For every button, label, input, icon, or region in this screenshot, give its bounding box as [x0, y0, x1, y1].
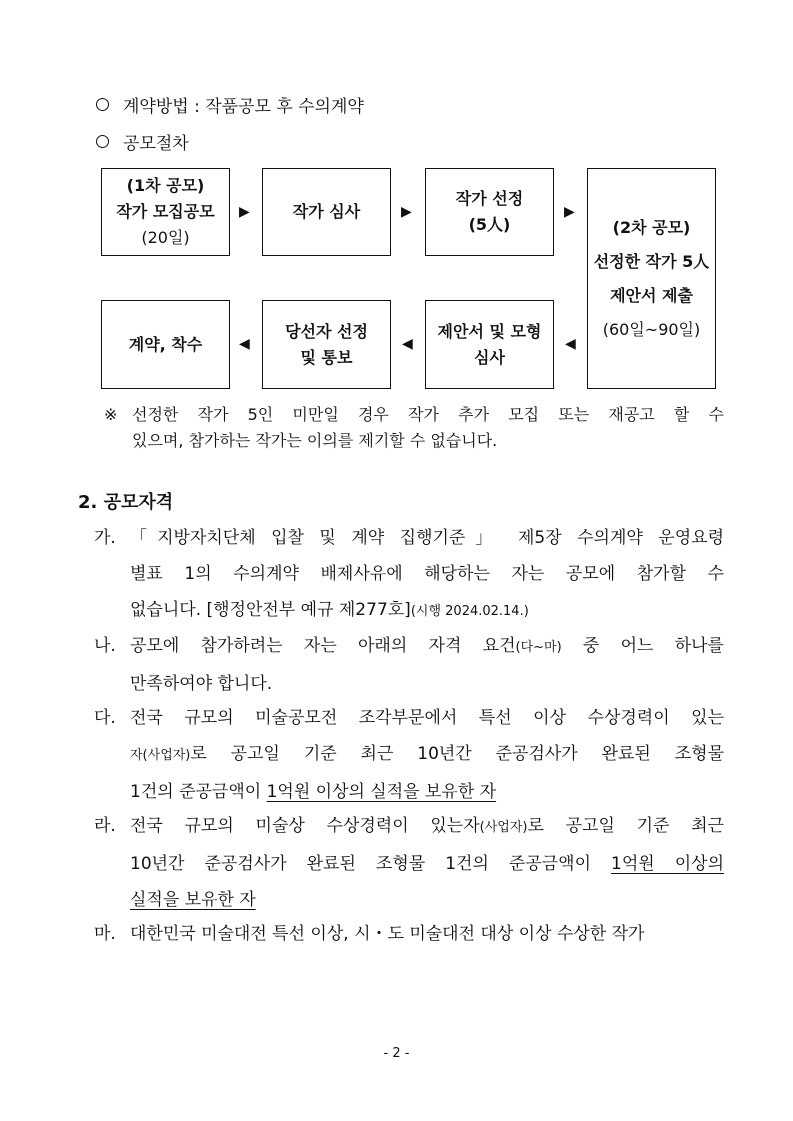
- left-arrow-icon: ◀: [402, 336, 413, 352]
- procedure-title-line: 공모절차: [96, 129, 189, 154]
- flow-box-winner-notice: 당선자 선정 및 통보: [262, 300, 391, 389]
- flow-box-first-recruitment: (1차 공모) 작가 모집공모 (20일): [101, 168, 230, 256]
- right-arrow-icon: ▶: [401, 204, 412, 220]
- hollow-circle-bullet-icon: [96, 135, 109, 148]
- procedure-note: ※ 선정한 작가 5인 미만일 경우 작가 추가 모집 또는 재공고 할 수 있으며, 참가하는 작가는 이의를 제기할 수 없습니다.: [104, 402, 724, 454]
- reference-mark: ※: [104, 405, 118, 424]
- contract-method-line: 계약방법 : 작품공모 후 수의계약: [96, 92, 364, 117]
- qualification-item-da: 다. 전국 규모의 미술공모전 조각부문에서 특선 이상 수상경력이 있는 자(사업자)로 공고일 기준 최근 10년간 준공검사가 완료된 조형물 1건의 준공금액이 1억원 이상의 실적을 보유한 자: [94, 708, 724, 802]
- right-arrow-icon: ▶: [564, 204, 575, 220]
- left-arrow-icon: ◀: [565, 336, 576, 352]
- left-arrow-icon: ◀: [239, 336, 250, 352]
- flow-box-contract-start: 계약, 착수: [101, 300, 230, 389]
- page-number: - 2 -: [383, 1046, 410, 1061]
- qualification-item-ma: 마. 대한민국 미술대전 특선 이상, 시・도 미술대전 대상 이상 수상한 작가: [94, 924, 645, 944]
- qualification-item-ga: 가. 「지방자치단체 입찰 및 계약 집행기준」 제5장 수의계약 운영요령 별표 1의 수의계약 배제사유에 해당하는 자는 공모에 참가할 수 없습니다. [행정안전부 예규 제277호](시행 2024.02.14.): [94, 528, 724, 620]
- section-heading: 2. 공모자격: [78, 492, 174, 513]
- right-arrow-icon: ▶: [239, 204, 250, 220]
- flow-box-second-proposal: (2차 공모) 선정한 작가 5人 제안서 제출 (60일~90일): [587, 168, 716, 389]
- flow-box-artist-review: 작가 심사: [262, 168, 391, 256]
- qualification-item-na: 나. 공모에 참가하려는 자는 아래의 자격 요건(다~마) 중 어느 하나를 만족하여야 합니다.: [94, 636, 724, 694]
- flow-box-proposal-review: 제안서 및 모형 심사: [425, 300, 554, 389]
- hollow-circle-bullet-icon: [96, 98, 109, 111]
- flow-box-artist-selection: 작가 선정 (5人): [425, 168, 554, 256]
- qualification-item-ra: 라. 전국 규모의 미술상 수상경력이 있는자(사업자)로 공고일 기준 최근 10년간 준공검사가 완료된 조형물 1건의 준공금액이 1억원 이상의 실적을 보유한 자: [94, 816, 725, 910]
